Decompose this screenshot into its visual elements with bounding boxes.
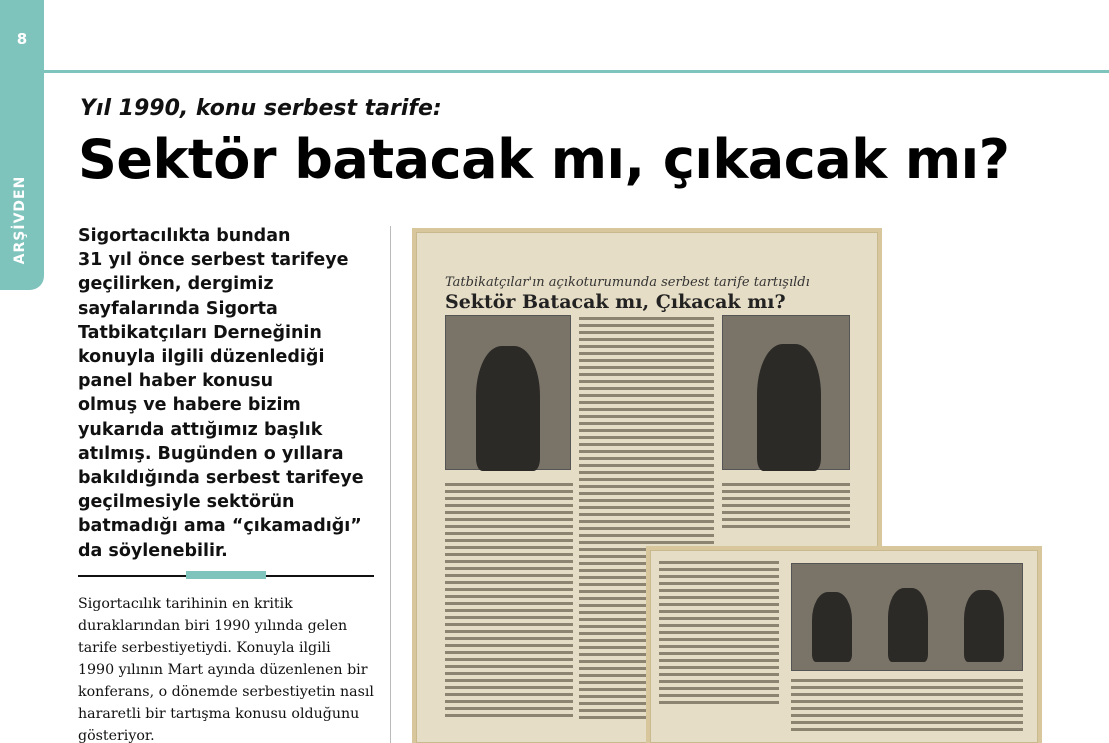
body-line: hararetli bir tartışma konusu olduğunu — [78, 706, 360, 722]
lead-divider-accent — [186, 571, 266, 579]
clipping-text-column — [722, 483, 850, 532]
lead-line: 31 yıl önce serbest tarifeye — [78, 250, 349, 271]
clipping-text-column — [659, 561, 779, 708]
clipping-photo-right — [722, 315, 850, 470]
clipping-text-column — [445, 483, 573, 721]
lead-line: olmuş ve habere bizim — [78, 395, 301, 416]
article-body — [78, 593, 378, 743]
section-tab — [0, 0, 44, 290]
lead-line: sayfalarında Sigorta — [78, 298, 278, 319]
lead-line: atılmış. Bugünden o yıllara — [78, 443, 344, 464]
body-line: tarife serbestiyetiydi. Konuyla ilgili — [78, 640, 331, 656]
body-line: gösteriyor. — [78, 728, 155, 743]
article-kicker: Yıl 1990, konu serbest tarife: — [80, 96, 442, 121]
column-divider — [390, 226, 391, 743]
clipping-subtitle: Tatbikatçılar'ın açıkoturumunda serbest tarife tartışıldı — [445, 275, 810, 290]
newspaper-clipping-second — [650, 550, 1038, 743]
body-line: konferans, o dönemde serbestiyetin nasıl — [78, 684, 374, 700]
clipping-photo-left — [445, 315, 571, 470]
clipping-photo-panel — [791, 563, 1023, 671]
clipping-text-column — [791, 679, 1023, 735]
section-label: ARŞİVDEN — [12, 175, 28, 265]
body-line: duraklarından biri 1990 yılında gelen — [78, 618, 348, 634]
tab-notch — [44, 0, 58, 72]
article-headline: Sektör batacak mı, çıkacak mı? — [78, 128, 1010, 191]
lead-line: geçilmesiyle sektörün — [78, 492, 295, 513]
page-number: 8 — [16, 30, 28, 48]
lead-line: bakıldığında serbest tarifeye — [78, 468, 364, 489]
lead-line: Sigortacılıkta bundan — [78, 226, 291, 246]
lead-line: panel haber konusu — [78, 371, 274, 392]
lead-line: konuyla ilgili düzenlediği — [78, 347, 325, 368]
lead-line: Tatbikatçıları Derneğinin — [78, 322, 322, 343]
top-rule — [44, 70, 1109, 73]
lead-line: batmadığı ama “çıkamadığı” — [78, 516, 362, 537]
article-lead — [78, 224, 378, 563]
body-line: 1990 yılının Mart ayında düzenlenen bir — [78, 662, 368, 678]
body-line: Sigortacılık tarihinin en kritik — [78, 596, 293, 612]
lead-line: da söylenebilir. — [78, 540, 228, 561]
clipping-headline: Sektör Batacak mı, Çıkacak mı? — [445, 291, 786, 313]
lead-line: yukarıda attığımız başlık — [78, 419, 323, 440]
lead-line: geçilirken, dergimiz — [78, 274, 274, 295]
